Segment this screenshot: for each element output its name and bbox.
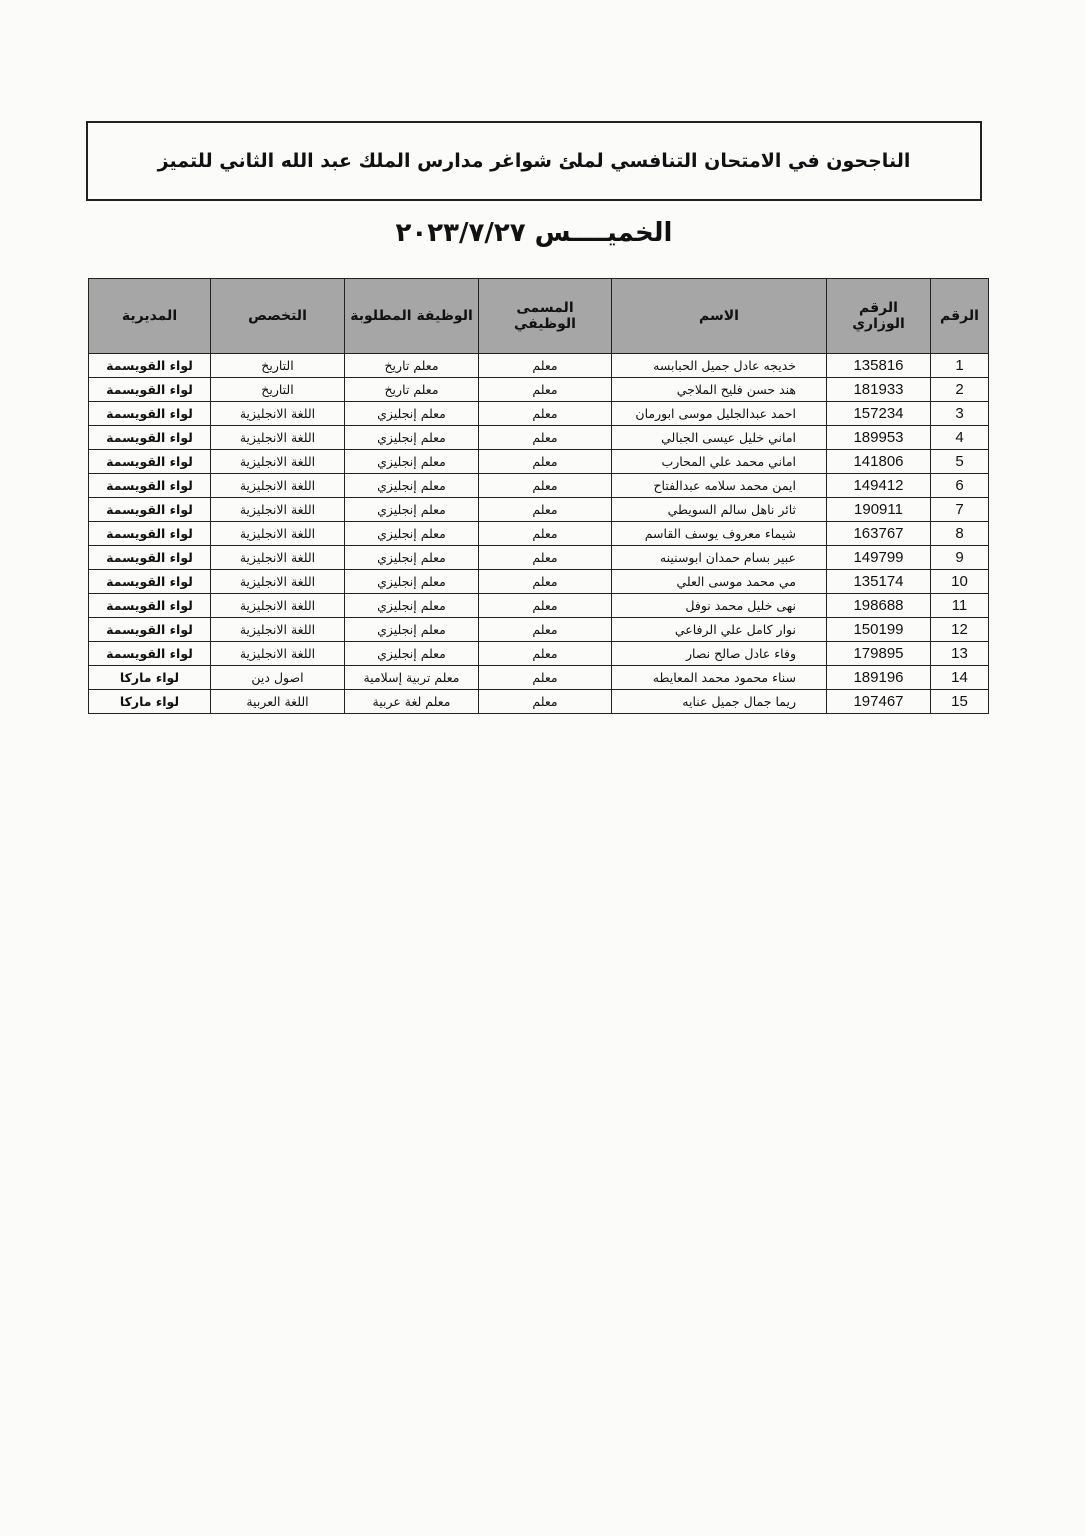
- cell-ministry-number: 141806: [827, 450, 931, 474]
- cell-required-job: معلم إنجليزي: [345, 498, 479, 522]
- table-row: [89, 450, 989, 474]
- cell-name: ريما جمال جميل عنايه: [612, 690, 827, 714]
- table-row: [89, 474, 989, 498]
- cell-name: ايمن محمد سلامه عبدالفتاح: [612, 474, 827, 498]
- cell-index: 10: [931, 570, 989, 594]
- col-header-required-job: الوظيفة المطلوبة: [345, 279, 479, 354]
- cell-index: 4: [931, 426, 989, 450]
- cell-index: 9: [931, 546, 989, 570]
- cell-ministry-number: 149799: [827, 546, 931, 570]
- cell-directorate: لواء القويسمة: [89, 570, 211, 594]
- cell-job-title: معلم: [479, 378, 612, 402]
- cell-required-job: معلم إنجليزي: [345, 474, 479, 498]
- cell-ministry-number: 181933: [827, 378, 931, 402]
- cell-job-title: معلم: [479, 426, 612, 450]
- cell-ministry-number: 197467: [827, 690, 931, 714]
- cell-specialization: التاريخ: [211, 354, 345, 378]
- cell-specialization: اللغة الانجليزية: [211, 546, 345, 570]
- cell-directorate: لواء القويسمة: [89, 642, 211, 666]
- table-row: [89, 426, 989, 450]
- cell-name: احمد عبدالجليل موسى ابورمان: [612, 402, 827, 426]
- cell-directorate: لواء القويسمة: [89, 378, 211, 402]
- cell-ministry-number: 149412: [827, 474, 931, 498]
- cell-specialization: اللغة الانجليزية: [211, 570, 345, 594]
- cell-index: 2: [931, 378, 989, 402]
- cell-required-job: معلم لغة عربية: [345, 690, 479, 714]
- table-row: [89, 402, 989, 426]
- header-row: [89, 279, 989, 354]
- table-row: [89, 570, 989, 594]
- cell-index: 8: [931, 522, 989, 546]
- cell-specialization: اصول دين: [211, 666, 345, 690]
- cell-required-job: معلم إنجليزي: [345, 522, 479, 546]
- cell-name: خديجه عادل جميل الحبابسه: [612, 354, 827, 378]
- cell-name: نوار كامل علي الرفاعي: [612, 618, 827, 642]
- results-table: [88, 278, 989, 714]
- cell-directorate: لواء ماركا: [89, 690, 211, 714]
- page-title: الناجحون في الامتحان التنافسي لملئ شواغر مدارس الملك عبد الله الثاني للتميز: [157, 150, 911, 172]
- cell-job-title: معلم: [479, 666, 612, 690]
- cell-name: وفاء عادل صالح نصار: [612, 642, 827, 666]
- cell-job-title: معلم: [479, 402, 612, 426]
- table-row: [89, 618, 989, 642]
- date-heading: الخميــــس ٢٠٢٣/٧/٢٧: [395, 218, 673, 248]
- cell-name: اماني محمد علي المحارب: [612, 450, 827, 474]
- cell-directorate: لواء القويسمة: [89, 354, 211, 378]
- cell-ministry-number: 189196: [827, 666, 931, 690]
- cell-index: 1: [931, 354, 989, 378]
- cell-directorate: لواء القويسمة: [89, 546, 211, 570]
- table-row: [89, 354, 989, 378]
- cell-directorate: لواء ماركا: [89, 666, 211, 690]
- cell-specialization: اللغة الانجليزية: [211, 522, 345, 546]
- cell-job-title: معلم: [479, 570, 612, 594]
- cell-specialization: اللغة الانجليزية: [211, 642, 345, 666]
- cell-ministry-number: 135816: [827, 354, 931, 378]
- cell-index: 3: [931, 402, 989, 426]
- cell-required-job: معلم إنجليزي: [345, 546, 479, 570]
- col-header-ministry-number: الرقم الوزاري: [827, 279, 931, 354]
- cell-directorate: لواء القويسمة: [89, 594, 211, 618]
- cell-directorate: لواء القويسمة: [89, 402, 211, 426]
- table-row: [89, 666, 989, 690]
- cell-required-job: معلم إنجليزي: [345, 426, 479, 450]
- cell-name: عبير بسام حمدان ابوسنينه: [612, 546, 827, 570]
- cell-required-job: معلم تاريخ: [345, 378, 479, 402]
- cell-job-title: معلم: [479, 594, 612, 618]
- table-row: [89, 546, 989, 570]
- cell-required-job: معلم تاريخ: [345, 354, 479, 378]
- cell-ministry-number: 190911: [827, 498, 931, 522]
- cell-name: مي محمد موسى العلي: [612, 570, 827, 594]
- cell-specialization: اللغة الانجليزية: [211, 450, 345, 474]
- col-header-name: الاسم: [612, 279, 827, 354]
- cell-job-title: معلم: [479, 522, 612, 546]
- cell-required-job: معلم إنجليزي: [345, 402, 479, 426]
- cell-job-title: معلم: [479, 546, 612, 570]
- cell-ministry-number: 198688: [827, 594, 931, 618]
- cell-name: هند حسن فليح الملاجي: [612, 378, 827, 402]
- cell-required-job: معلم تربية إسلامية: [345, 666, 479, 690]
- cell-job-title: معلم: [479, 690, 612, 714]
- cell-required-job: معلم إنجليزي: [345, 642, 479, 666]
- cell-index: 13: [931, 642, 989, 666]
- cell-name: نهى خليل محمد نوفل: [612, 594, 827, 618]
- cell-job-title: معلم: [479, 498, 612, 522]
- table-row: [89, 690, 989, 714]
- cell-required-job: معلم إنجليزي: [345, 618, 479, 642]
- cell-ministry-number: 163767: [827, 522, 931, 546]
- cell-specialization: اللغة الانجليزية: [211, 498, 345, 522]
- cell-specialization: اللغة الانجليزية: [211, 426, 345, 450]
- cell-job-title: معلم: [479, 642, 612, 666]
- cell-name: ثائر ناهل سالم السويطي: [612, 498, 827, 522]
- cell-specialization: اللغة العربية: [211, 690, 345, 714]
- col-header-index: الرقم: [931, 279, 989, 354]
- cell-required-job: معلم إنجليزي: [345, 594, 479, 618]
- cell-directorate: لواء القويسمة: [89, 618, 211, 642]
- cell-ministry-number: 189953: [827, 426, 931, 450]
- cell-job-title: معلم: [479, 354, 612, 378]
- cell-directorate: لواء القويسمة: [89, 474, 211, 498]
- cell-index: 11: [931, 594, 989, 618]
- cell-ministry-number: 150199: [827, 618, 931, 642]
- cell-required-job: معلم إنجليزي: [345, 450, 479, 474]
- cell-directorate: لواء القويسمة: [89, 426, 211, 450]
- cell-specialization: اللغة الانجليزية: [211, 618, 345, 642]
- cell-index: 14: [931, 666, 989, 690]
- cell-name: اماني خليل عيسى الجبالي: [612, 426, 827, 450]
- cell-specialization: التاريخ: [211, 378, 345, 402]
- cell-job-title: معلم: [479, 450, 612, 474]
- cell-job-title: معلم: [479, 618, 612, 642]
- cell-required-job: معلم إنجليزي: [345, 570, 479, 594]
- cell-directorate: لواء القويسمة: [89, 498, 211, 522]
- cell-directorate: لواء القويسمة: [89, 450, 211, 474]
- table-row: [89, 594, 989, 618]
- title-box: [86, 121, 982, 201]
- cell-index: 6: [931, 474, 989, 498]
- cell-index: 7: [931, 498, 989, 522]
- cell-name: شيماء معروف يوسف القاسم: [612, 522, 827, 546]
- cell-name: سناء محمود محمد المعايطه: [612, 666, 827, 690]
- cell-ministry-number: 157234: [827, 402, 931, 426]
- table-header: [89, 279, 989, 354]
- cell-index: 12: [931, 618, 989, 642]
- table-row: [89, 642, 989, 666]
- cell-specialization: اللغة الانجليزية: [211, 474, 345, 498]
- col-header-specialization: التخصص: [211, 279, 345, 354]
- cell-ministry-number: 179895: [827, 642, 931, 666]
- cell-specialization: اللغة الانجليزية: [211, 594, 345, 618]
- cell-index: 15: [931, 690, 989, 714]
- cell-index: 5: [931, 450, 989, 474]
- table-row: [89, 498, 989, 522]
- table-body: [89, 354, 989, 714]
- col-header-directorate: المديرية: [89, 279, 211, 354]
- cell-directorate: لواء القويسمة: [89, 522, 211, 546]
- cell-specialization: اللغة الانجليزية: [211, 402, 345, 426]
- cell-job-title: معلم: [479, 474, 612, 498]
- table-row: [89, 522, 989, 546]
- col-header-job-title: المسمى الوظيفي: [479, 279, 612, 354]
- table-row: [89, 378, 989, 402]
- cell-ministry-number: 135174: [827, 570, 931, 594]
